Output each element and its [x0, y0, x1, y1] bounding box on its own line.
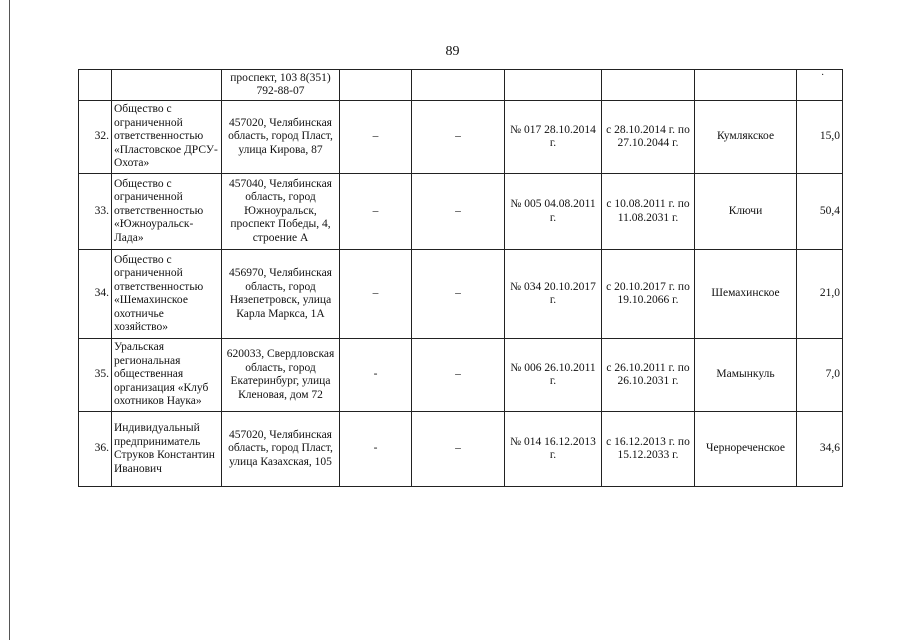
- cell-name: Индивидуальный предприниматель Струков Константин Иванович: [112, 412, 222, 487]
- cell-num: 36.: [79, 412, 112, 487]
- cell-num: 34.: [79, 250, 112, 339]
- stray-mark: ·: [821, 70, 825, 81]
- cell-col4: [340, 70, 412, 101]
- table-row-continuation: [79, 70, 843, 101]
- table-row: [79, 339, 843, 412]
- cell-col4: –: [340, 250, 412, 339]
- cell-num: 35.: [79, 339, 112, 412]
- cell-area: [695, 70, 797, 101]
- cell-name: [112, 70, 222, 101]
- cell-num: 33.: [79, 174, 112, 250]
- cell-col4: -: [340, 339, 412, 412]
- cell-doc: № 005 04.08.2011 г.: [505, 174, 602, 250]
- registry-table: [78, 69, 843, 487]
- cell-col4: –: [340, 101, 412, 174]
- cell-name: Общество с ограниченной ответственностью «Пластовское ДРСУ-Охота»: [112, 101, 222, 174]
- cell-term: с 10.08.2011 г. по 11.08.2031 г.: [602, 174, 695, 250]
- cell-area: Ключи: [695, 174, 797, 250]
- table-row: [79, 101, 843, 174]
- cell-area: Кумлякское: [695, 101, 797, 174]
- cell-area: Мамынкуль: [695, 339, 797, 412]
- cell-term: с 28.10.2014 г. по 27.10.2044 г.: [602, 101, 695, 174]
- cell-address: 456970, Челябинская область, город Нязепетровск, улица Карла Маркса, 1А: [222, 250, 340, 339]
- cell-term: с 20.10.2017 г. по 19.10.2066 г.: [602, 250, 695, 339]
- cell-doc: № 014 16.12.2013 г.: [505, 412, 602, 487]
- page-number: 89: [445, 44, 460, 59]
- cell-area: Шемахинское: [695, 250, 797, 339]
- cell-doc: [505, 70, 602, 101]
- cell-term: с 16.12.2013 г. по 15.12.2033 г.: [602, 412, 695, 487]
- table-row: [79, 174, 843, 250]
- cell-address: 457020, Челябинская область, город Пласт, улица Кирова, 87: [222, 101, 340, 174]
- cell-col4: –: [340, 174, 412, 250]
- cell-term: [602, 70, 695, 101]
- cell-col5: –: [412, 339, 505, 412]
- cell-address: 457040, Челябинская область, город Южноуральск, проспект Победы, 4, строение А: [222, 174, 340, 250]
- cell-value: 50,4: [797, 174, 843, 250]
- cell-address: 620033, Свердловская область, город Екатеринбург, улица Кленовая, дом 72: [222, 339, 340, 412]
- cell-num: 32.: [79, 101, 112, 174]
- cell-address: проспект, 103 8(351) 792-88-07: [222, 70, 340, 101]
- cell-name: Уральская региональная общественная организация «Клуб охотников Наука»: [112, 339, 222, 412]
- cell-value: 21,0: [797, 250, 843, 339]
- cell-doc: № 034 20.10.2017 г.: [505, 250, 602, 339]
- table-row: [79, 250, 843, 339]
- cell-name: Общество с ограниченной ответственностью «Шемахинское охотничье хозяйство»: [112, 250, 222, 339]
- page-edge-line: [9, 0, 10, 640]
- table-row: [79, 412, 843, 487]
- cell-value: 34,6: [797, 412, 843, 487]
- cell-value: 7,0: [797, 339, 843, 412]
- cell-num: [79, 70, 112, 101]
- cell-col5: [412, 70, 505, 101]
- cell-col5: –: [412, 174, 505, 250]
- cell-doc: № 006 26.10.2011 г.: [505, 339, 602, 412]
- cell-term: с 26.10.2011 г. по 26.10.2031 г.: [602, 339, 695, 412]
- cell-address: 457020, Челябинская область, город Пласт, улица Казахская, 105: [222, 412, 340, 487]
- cell-col4: -: [340, 412, 412, 487]
- cell-area: Чернореченское: [695, 412, 797, 487]
- cell-value: [797, 70, 843, 101]
- cell-col5: –: [412, 250, 505, 339]
- cell-value: 15,0: [797, 101, 843, 174]
- cell-col5: –: [412, 101, 505, 174]
- cell-col5: –: [412, 412, 505, 487]
- cell-doc: № 017 28.10.2014 г.: [505, 101, 602, 174]
- cell-name: Общество с ограниченной ответственностью «Южноуральск-Лада»: [112, 174, 222, 250]
